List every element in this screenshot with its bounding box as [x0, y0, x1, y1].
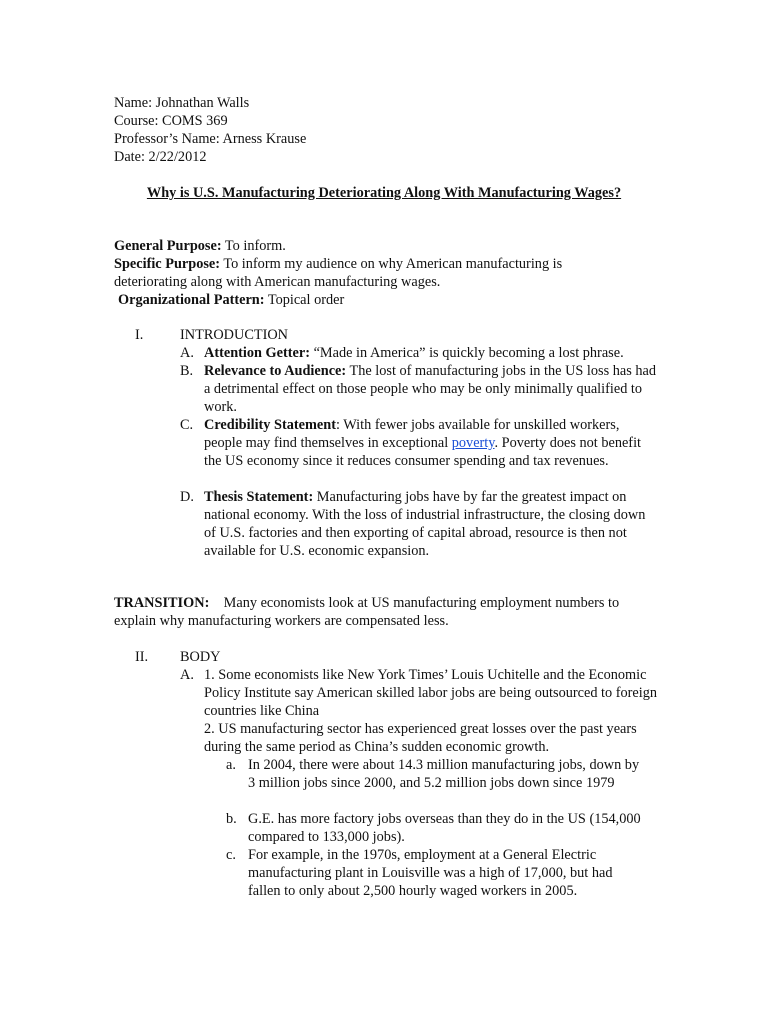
general-purpose: General Purpose: To inform. — [114, 238, 286, 254]
professor-name: Professor’s Name: Arness Krause — [114, 131, 307, 147]
organizational-pattern: Organizational Pattern: Topical order — [118, 292, 345, 308]
poverty-link[interactable]: poverty — [451, 435, 495, 451]
body-item-a: A. 1. Some economists like New York Times’ Louis Uchitelle and the Economic Policy Institute say American skilled labor jobs are being outsourced to foreign countries like China 2. US manufacturing sector has experienced great losses over the past years during the same period as China’s sudden economic growth. — [180, 666, 660, 756]
intro-item-a: A. Attention Getter: “Made in America” is quickly becoming a lost phrase. — [180, 345, 624, 361]
intro-item-b: B. Relevance to Audience: The lost of manufacturing jobs in the US loss has had a detrimental effect on those people who may be only minimally qualified to work. — [180, 363, 657, 415]
body-subitem-c: c. For example, in the 1970s, employment at a General Electric manufacturing plant in Louisville was a high of 17,000, but had fallen to only about 2,500 hourly waged workers in 2005. — [226, 847, 613, 899]
course: Course: COMS 369 — [114, 113, 228, 129]
body-numeral: II. — [135, 649, 149, 665]
document-title: Why is U.S. Manufacturing Deteriorating Along With Manufacturing Wages? — [146, 185, 622, 201]
transition-paragraph: TRANSITION: Many economists look at US manufacturing employment numbers to explain why manufacturing workers are compensated less. — [114, 595, 623, 629]
body-point-2: 2. US manufacturing sector has experienced great losses over the past years during the same period as China’s sudden economic growth. — [204, 721, 637, 755]
student-name: Name: Johnathan Walls — [114, 95, 250, 111]
specific-purpose: Specific Purpose: To inform my audience on why American manufacturing is deteriorating along with American manufacturing wages. — [114, 256, 563, 290]
body-subitem-b: b. G.E. has more factory jobs overseas than they do in the US (154,000 compared to 133,000 jobs). — [226, 811, 641, 845]
intro-numeral: I. — [135, 327, 144, 343]
header-block — [114, 94, 674, 166]
intro-item-c: C. Credibility Statement: With fewer jobs available for unskilled workers, people may find themselves in exceptional poverty. Poverty does not benefit the US economy since it reduces consumer spending and tax revenues. — [180, 417, 642, 469]
body-heading: BODY — [180, 649, 221, 665]
body-point-1: 1. Some economists like New York Times’ Louis Uchitelle and the Economic Policy Institute say American skilled labor jobs are being outsourced to foreign countries like China — [204, 667, 658, 719]
intro-item-d: D. Thesis Statement: Manufacturing jobs have by far the greatest impact on national economy. With the loss of industrial infrastructure, the closing down of U.S. factories and then exporting of capital abroad, resource is then not available for U.S. economic expansion. — [180, 489, 646, 559]
date: Date: 2/22/2012 — [114, 149, 207, 165]
purposes-block — [114, 237, 634, 309]
intro-heading: INTRODUCTION — [180, 327, 289, 343]
body-subitem-a: a. In 2004, there were about 14.3 million manufacturing jobs, down by 3 million jobs since 2000, and 5.2 million jobs down since 1979 — [226, 757, 640, 791]
